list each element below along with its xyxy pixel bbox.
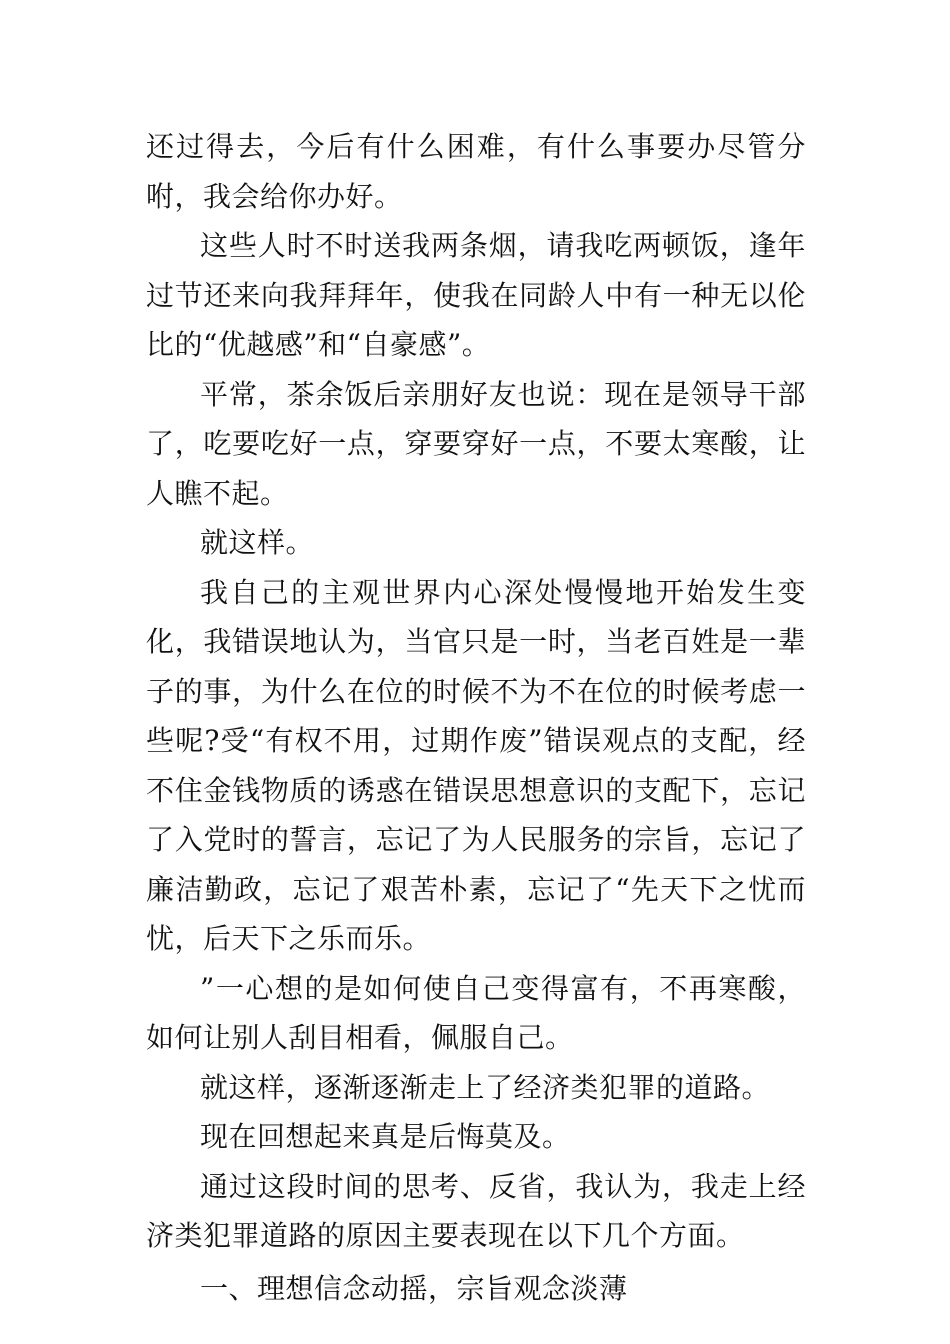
paragraph: 我自己的主观世界内心深处慢慢地开始发生变化，我错误地认为，当官只是一时，当老百姓是一辈子的事，为什么在位的时候不为不在位的时候考虑一些呢?受“有权不用，过期作废”错误观点的支配，经不住金钱物质的诱惑在错误思想意识的支配下，忘记了入党时的誓言，忘记了为人民服务的宗旨，忘记了廉洁勤政，忘记了艰苦朴素，忘记了“先天下之忧而忧，后天下之乐而乐。 bbox=[146, 575, 806, 955]
paragraph: 现在回想起来真是后悔莫及。 bbox=[200, 1120, 571, 1153]
paragraph: 平常，茶余饭后亲朋好友也说：现在是领导干部了，吃要吃好一点，穿要穿好一点，不要太寒酸，让人瞧不起。 bbox=[146, 377, 806, 510]
paragraph: 就这样，逐渐逐渐走上了经济类犯罪的道路。 bbox=[200, 1070, 771, 1104]
paragraph: 就这样。 bbox=[200, 526, 315, 559]
section-heading: 一、理想信念动摇，宗旨观念淡薄 bbox=[200, 1271, 628, 1305]
paragraph: ”一心想的是如何使自己变得富有，不再寒酸，如何让别人刮目相看，佩服自己。 bbox=[146, 971, 806, 1054]
document-body bbox=[146, 122, 806, 1313]
paragraph-continuation: 还过得去，今后有什么困难，有什么事要办尽管分咐，我会给你办好。 bbox=[146, 130, 806, 213]
paragraph: 通过这段时间的思考、反省，我认为，我走上经济类犯罪道路的原因主要表现在以下几个方面。 bbox=[146, 1169, 806, 1252]
paragraph: 这些人时不时送我两条烟，请我吃两顿饭，逢年过节还来向我拜拜年，使我在同龄人中有一种无以伦比的“优越感”和“自豪感”。 bbox=[146, 229, 806, 361]
